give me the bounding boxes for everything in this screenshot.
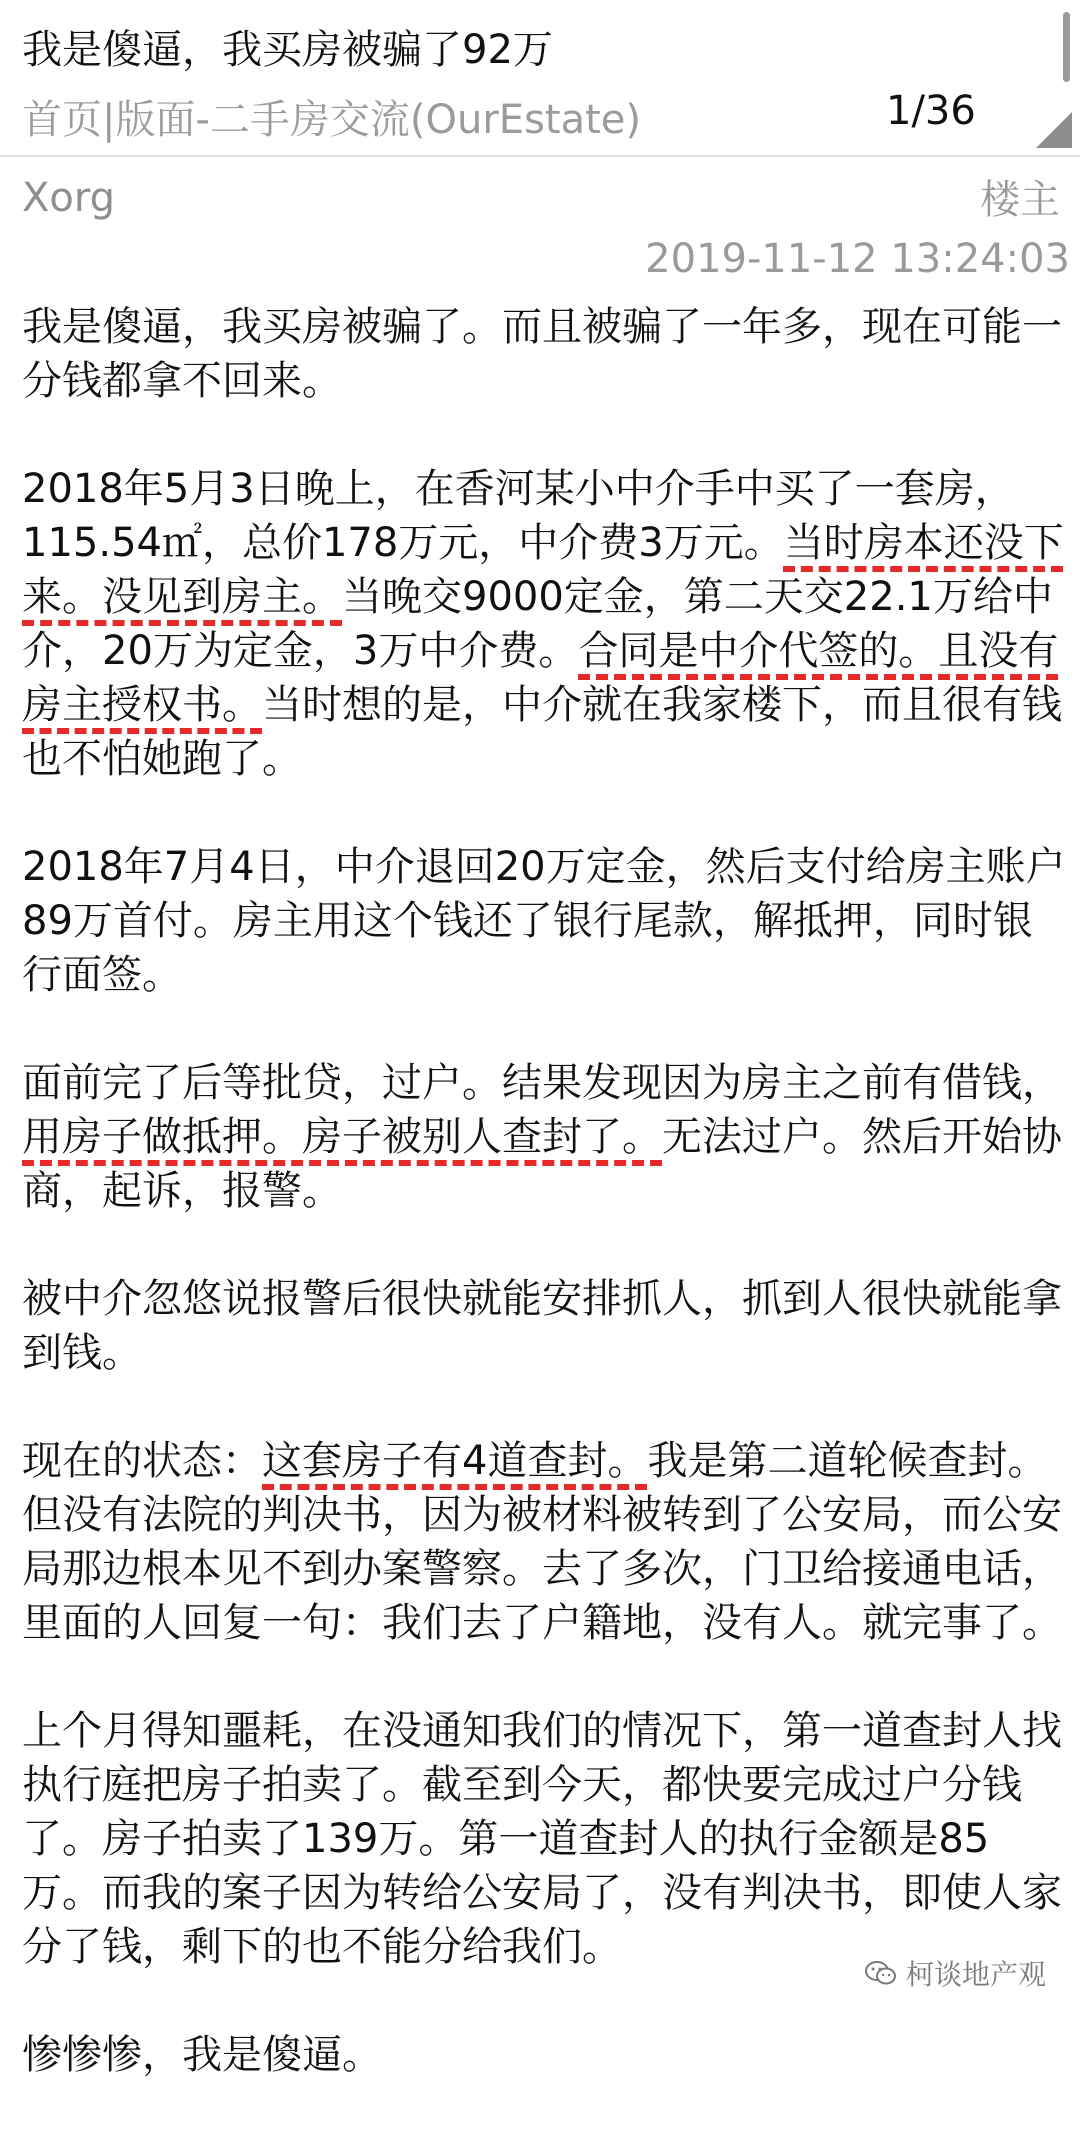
breadcrumb[interactable]: 首页|版面-二手房交流(OurEstate) xyxy=(22,97,642,143)
post-paragraph xyxy=(22,1704,1067,1974)
paragraph-text: 现在的状态： xyxy=(22,1438,262,1484)
post-body xyxy=(22,300,1067,2136)
paragraph-text: 2018年7月4日，中介退回20万定金，然后支付给房主账户89万首付。房主用这个钱还了银行尾款，解抵押，同时银行面签。 xyxy=(22,844,1066,998)
paragraph-text: 上个月得知噩耗，在没通知我们的情况下，第一道查封人找执行庭把房子拍卖了。截至到今天，都快要完成过户分钱了。房子拍卖了139万。第一道查封人的执行金额是85万。而我的案子因为转给公安局了，没有判决书，即使人家分了钱，剩下的也不能分给我们。 xyxy=(22,1708,1062,1970)
paragraph-text: 当晚交9000定金，第二天交22.1万给中介，20万为定金，3万中介费。 xyxy=(22,574,1053,674)
highlighted-text: 用房子做抵押。房子被别人查封了。 xyxy=(22,1114,662,1160)
op-badge: 楼主 xyxy=(980,177,1060,223)
post-paragraph xyxy=(22,1272,1067,1380)
post-paragraph xyxy=(22,1056,1067,1218)
paragraph-text: 2018年5月3日晚上，在香河某小中介手中买了一套房，115.54㎡，总价178万元，中介费3万元。 xyxy=(22,466,1015,566)
post-timestamp: 2019-11-12 13:24:03 xyxy=(645,236,1070,282)
paragraph-text: 我是第二道轮候查封。但没有法院的判决书，因为被材料被转到了公安局，而公安局那边根本见不到办案警察。去了多次，门卫给接通电话，里面的人回复一句：我们去了户籍地，没有人。就完事了。 xyxy=(22,1438,1062,1646)
page-indicator[interactable]: 1/36 xyxy=(886,88,976,134)
watermark xyxy=(864,1953,1046,1993)
watermark-text: 柯谈地产观 xyxy=(905,1958,1046,1991)
post-paragraph xyxy=(22,840,1067,1002)
post-paragraph xyxy=(22,2028,1067,2082)
post-paragraph xyxy=(22,300,1067,408)
paragraph-text: 惨惨惨，我是傻逼。 xyxy=(22,2032,382,2078)
paragraph-text: 当时想的是，中介就在我家楼下，而且很有钱也不怕她跑了。 xyxy=(22,682,1062,782)
scrollbar[interactable] xyxy=(1063,12,1070,82)
paragraph-text: 我是傻逼，我买房被骗了。而且被骗了一年多，现在可能一分钱都拿不回来。 xyxy=(22,304,1062,404)
paragraph-text: 被中介忽悠说报警后很快就能安排抓人，抓到人很快就能拿到钱。 xyxy=(22,1276,1062,1376)
paragraph-text: 无法过户。然后开始协商，起诉，报警。 xyxy=(22,1114,1062,1214)
highlighted-text: 当时房本还没下来。没见到房主。 xyxy=(22,520,1064,620)
paragraph-text: 面前完了后等批贷，过户。结果发现因为房主之前有借钱， xyxy=(22,1060,1062,1106)
page-dropdown-icon[interactable] xyxy=(1036,112,1072,148)
post-author[interactable]: Xorg xyxy=(22,175,116,221)
highlighted-text: 合同是中介代签的。且没有房主授权书。 xyxy=(22,628,1059,728)
post-paragraph xyxy=(22,1434,1067,1650)
thread-title: 我是傻逼，我买房被骗了92万 xyxy=(22,27,553,73)
highlighted-text: 这套房子有4道查封。 xyxy=(262,1438,648,1484)
thread-header xyxy=(0,0,1080,157)
post-paragraph xyxy=(22,462,1067,786)
wechat-icon xyxy=(864,1959,898,1987)
